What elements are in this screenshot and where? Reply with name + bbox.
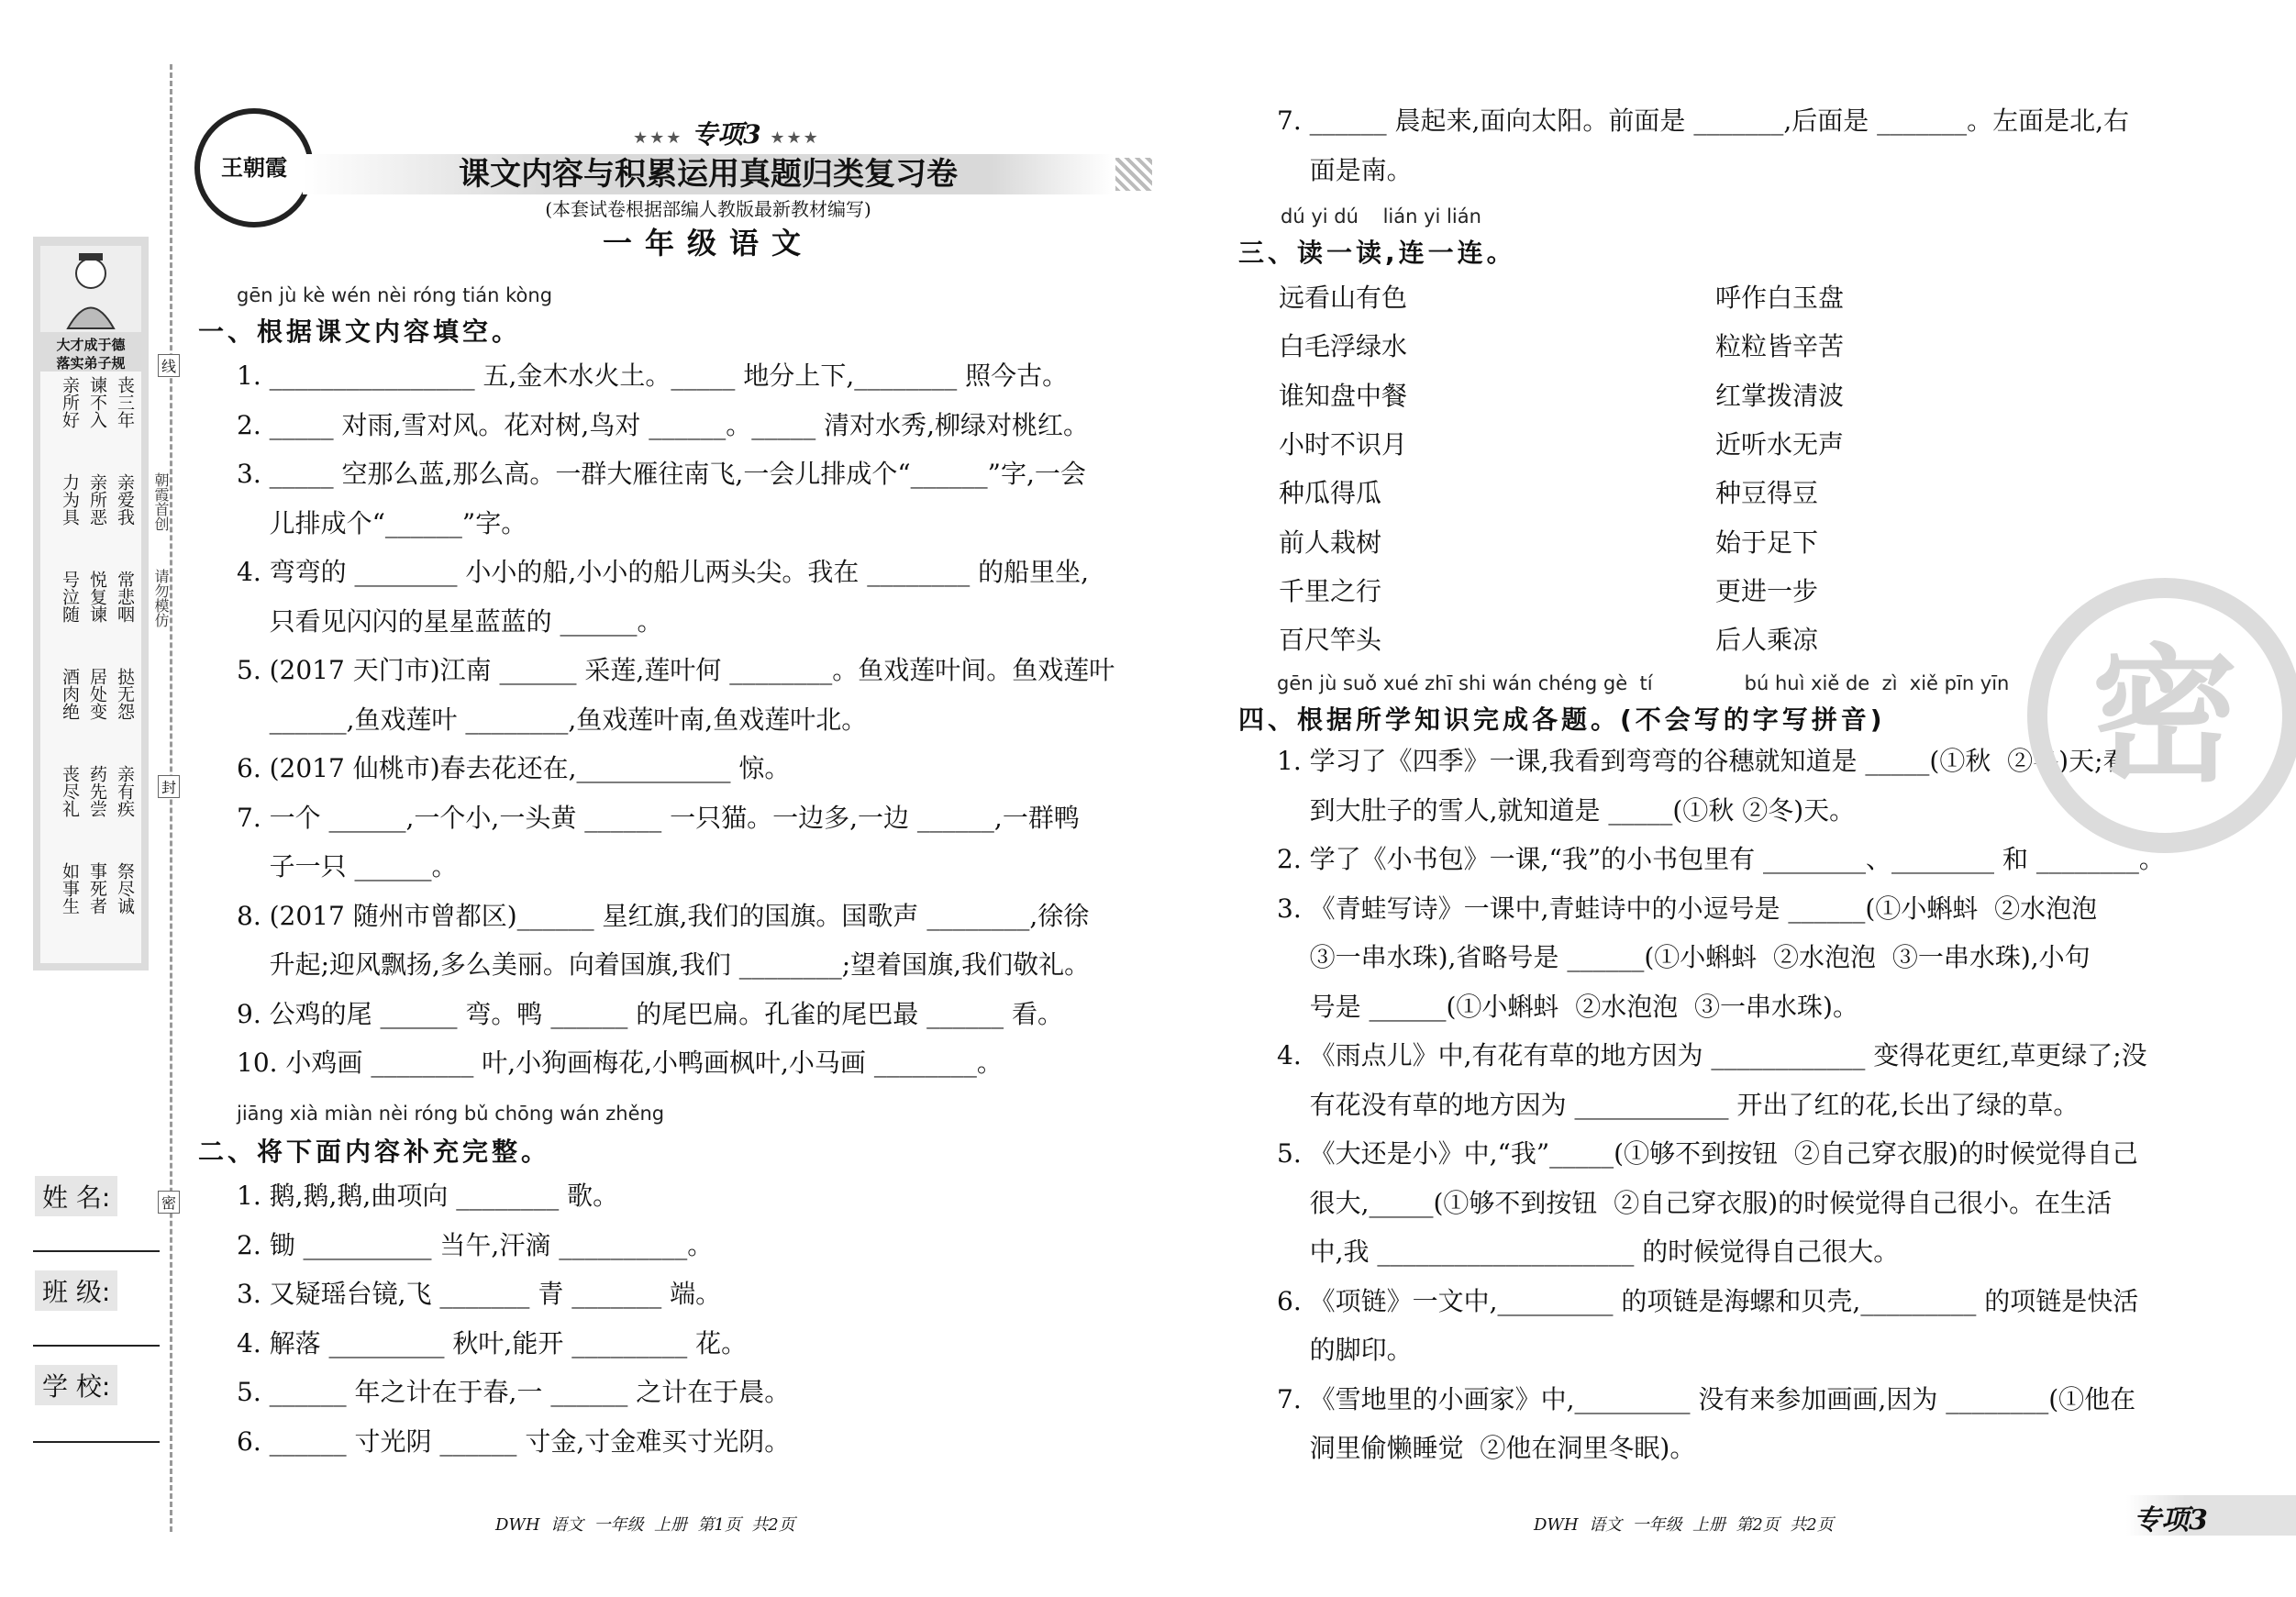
question-line: 6. 《项链》一文中,_________ 的项链是海螺和贝壳,_________ 的项链是快活 [1277,1285,2139,1316]
stars-right: ★★★ [770,128,820,148]
question-line: 9. 公鸡的尾 ______ 弯。鸭 ______ 的尾巴扁。孔雀的尾巴最 ______ 看。 [237,998,1064,1029]
special-label-text: 专项3 [692,119,761,150]
name-field[interactable] [33,1250,160,1252]
question-line: 子一只 ______。 [237,851,458,882]
match-item-left[interactable]: 百尺竿头 [1279,625,1382,656]
question-line: 的脚印。 [1277,1335,1413,1365]
question-line: ③一串水珠),省略号是 ______(①小蝌蚪 ②水泡泡 ③一串水珠),小句 [1277,942,2091,972]
stars-left: ★★★ [633,128,683,148]
question-line: 有花没有草的地方因为 ____________ 开出了红的花,长出了绿的草。 [1277,1089,2080,1120]
verse-column: 丧三年 [115,376,135,428]
question-line: 3. 《青蛙写诗》一课中,青蛙诗中的小逗号是 ______(①小蝌蚪 ②水泡泡 [1277,893,2098,924]
question-line: 3. 又疑瑶台镜,飞 _______ 青 _______ 端。 [237,1279,722,1309]
brand-logo-text: 王朝霞 [221,154,287,181]
question-line: 5. 《大还是小》中,“我”_____(①够不到按钮 ②自己穿衣服)的时候觉得自己 [1277,1138,2138,1169]
question-line: 升起;迎风飘扬,多么美丽。向着国旗,我们 ________;望着国旗,我们敬礼。 [237,949,1091,980]
verse-column: 药先尝 [87,765,107,817]
cut-line [170,64,172,1532]
question-line: 号是 ______(①小蝌蚪 ②水泡泡 ③一串水珠)。 [1277,991,1858,1022]
question-line: 10. 小鸡画 ________ 叶,小狗画梅花,小鸭画枫叶,小马画 ________。 [237,1048,1003,1078]
mascot-image [40,246,141,332]
match-item-left[interactable]: 千里之行 [1279,575,1382,606]
s2-heading: 二、将下面内容补充完整。 [198,1137,551,1167]
footer-left: DWH 语文 一年级 上册 第1页 共2页 [495,1515,795,1535]
footer-tag: 专项3 [2134,1504,2208,1536]
seal-mark-mi: 密 [158,1191,180,1214]
question-line: 6. ______ 寸光阴 ______ 寸金,寸金难买寸光阴。 [237,1425,791,1457]
brand-logo [194,108,314,227]
verse-column: 常悲咽 [115,571,135,623]
question-line: 2. _____ 对雨,雪对风。花对树,鸟对 ______。_____ 清对水秀,柳绿对桃红。 [237,409,1090,440]
match-item-right[interactable]: 粒粒皆辛苦 [1715,331,1845,362]
question-line: 到大肚子的雪人,就知道是 _____(①秋 ②冬)天。 [1277,794,1856,826]
verse-column: 亲所恶 [87,473,107,526]
seal-mark-xian: 线 [158,354,180,377]
verse-column: 如事生 [60,862,80,915]
question-line: 只看见闪闪的星星蓝蓝的 ______。 [237,605,663,637]
question-line: 中,我 ____________________ 的时候觉得自己很大。 [1277,1237,1900,1267]
verse-column: 酒肉绝 [60,668,80,720]
verse-column: 祭尽诚 [115,862,135,915]
motto-line-1: 大才成于德 [56,337,126,353]
footer-right: DWH 语文 一年级 上册 第2页 共2页 [1534,1515,1834,1535]
question-line: 5. ______ 年之计在于春,一 ______ 之计在于晨。 [237,1377,791,1407]
s3-heading: 三、读一读,连一连。 [1238,238,1516,268]
question-line: 2. 学了《小书包》一课,“我”的小书包里有 ________、________ 和 ________。 [1277,844,2165,874]
paper-subtitle: (本套试卷根据部编人教版最新教材编写) [545,198,871,220]
side-note-1: 朝霞首创 [152,472,170,531]
s2-pinyin: jiāng xià miàn nèi róng bǔ chōng wán zhěng [237,1103,665,1125]
s1-pinyin: gēn jù kè wén nèi róng tián kòng [237,284,553,306]
match-item-right[interactable]: 红掌拨清波 [1715,380,1845,411]
verse-column: 号泣随 [60,571,80,623]
match-item-left[interactable]: 小时不识月 [1279,428,1408,460]
school-label: 学 校: [35,1365,117,1405]
verse-column: 事死者 [87,862,107,915]
question-line: 7. ______ 晨起来,面向太阳。前面是 _______,后面是 _______。左面是北,右 [1277,105,2130,136]
question-line: 洞里偷懒睡觉 ②他在洞里冬眠)。 [1277,1433,1696,1463]
question-line: 3. _____ 空那么蓝,那么高。一群大雁往南飞,一会儿排成个“______”字,一会 [237,459,1086,489]
verse-column: 居处变 [87,668,107,720]
school-field[interactable] [33,1441,160,1443]
s3-pinyin: dú yi dú lián yi lián [1281,205,1481,227]
match-item-left[interactable]: 前人栽树 [1279,527,1382,558]
verse-column: 亲有疾 [115,765,135,817]
paper-title: 课文内容与积累运用真题归类复习卷 [459,156,958,193]
question-line: 1. 学习了《四季》一课,我看到弯弯的谷穗就知道是 _____(①秋 ②冬)天;看 [1277,746,2129,776]
verse-column: 挞无怨 [115,668,135,720]
verse-column: 丧尽礼 [60,765,80,817]
question-line: 2. 锄 __________ 当午,汗滴 __________。 [237,1229,714,1260]
class-label: 班 级: [35,1270,117,1311]
verse-column: 谏不入 [87,376,107,428]
question-line: 1. 鹅,鹅,鹅,曲项向 ________ 歌。 [237,1181,619,1211]
question-line: 4. 《雨点儿》中,有花有草的地方因为 ____________ 变得花更红,草更绿了;没 [1277,1040,2147,1070]
class-field[interactable] [33,1345,160,1347]
grade-subject: 一年级语文 [602,226,814,261]
scholar-icon [40,246,141,332]
match-item-right[interactable]: 近听水无声 [1715,428,1845,460]
question-line: 4. 解落 _________ 秋叶,能开 _________ 花。 [237,1327,748,1359]
s1-heading: 一、根据课文内容填空。 [198,316,522,347]
special-label [633,115,820,151]
question-line: 4. 弯弯的 ________ 小小的船,小小的船儿两头尖。我在 ________ 的船里坐, [237,557,1090,587]
question-line: ______,鱼戏莲叶 ________,鱼戏莲叶南,鱼戏莲叶北。 [237,704,868,735]
verse-column: 力为具 [60,473,80,526]
s4-pinyin: gēn jù suǒ xué zhī shi wán chéng gè tí bú huì xiě de zì xiě pīn yīn [1277,672,2010,694]
side-note-2: 请勿模仿 [152,569,170,627]
match-item-right[interactable]: 更进一步 [1715,575,1819,606]
question-line: 很大,_____(①够不到按钮 ②自己穿衣服)的时候觉得自己很小。在生活 [1277,1187,2113,1218]
title-bar-pattern [1115,158,1152,191]
seal-mark-feng: 封 [158,775,180,798]
question-line: 儿排成个“______”字。 [237,507,527,538]
match-item-right[interactable]: 始于足下 [1715,527,1819,558]
question-line: 7. 一个 ______,一个小,一头黄 ______ 一只猫。一边多,一边 ______,一群鸭 [237,802,1080,833]
question-line: 6. (2017 仙桃市)春去花还在,____________ 惊。 [237,753,791,783]
verse-column: 悦复谏 [87,571,107,623]
match-item-right[interactable]: 后人乘凉 [1715,625,1819,656]
motto-line-2: 落实弟子规 [56,355,126,372]
question-line: 5. (2017 天门市)江南 ______ 采莲,莲叶何 ________。鱼戏莲叶间。鱼戏莲叶 [237,655,1115,685]
name-label: 姓 名: [35,1176,117,1216]
s4-heading: 四、根据所学知识完成各题。(不会写的字写拼音) [1238,704,1886,735]
match-item-left[interactable]: 远看山有色 [1279,283,1408,313]
question-line: 8. (2017 随州市曾都区)______ 星红旗,我们的国旗。国歌声 ________,徐徐 [237,900,1090,931]
match-item-right[interactable]: 种豆得豆 [1715,478,1819,509]
question-line: 7. 《雪地里的小画家》中,_________ 没有来参加画画,因为 ________(①他在 [1277,1383,2136,1414]
question-line: 面是南。 [1277,154,1413,185]
match-item-left[interactable]: 白毛浮绿水 [1279,331,1408,362]
match-item-left[interactable]: 谁知盘中餐 [1279,380,1408,411]
watermark-char: 密 [2091,629,2238,802]
question-line: 1. ________________ 五,金木水火土。_____ 地分上下,________ 照今古。 [237,360,1069,391]
verse-column: 亲所好 [60,376,80,428]
match-item-right[interactable]: 呼作白玉盘 [1715,283,1845,313]
verse-column: 亲爱我 [115,473,135,526]
match-item-left[interactable]: 种瓜得瓜 [1279,478,1382,509]
